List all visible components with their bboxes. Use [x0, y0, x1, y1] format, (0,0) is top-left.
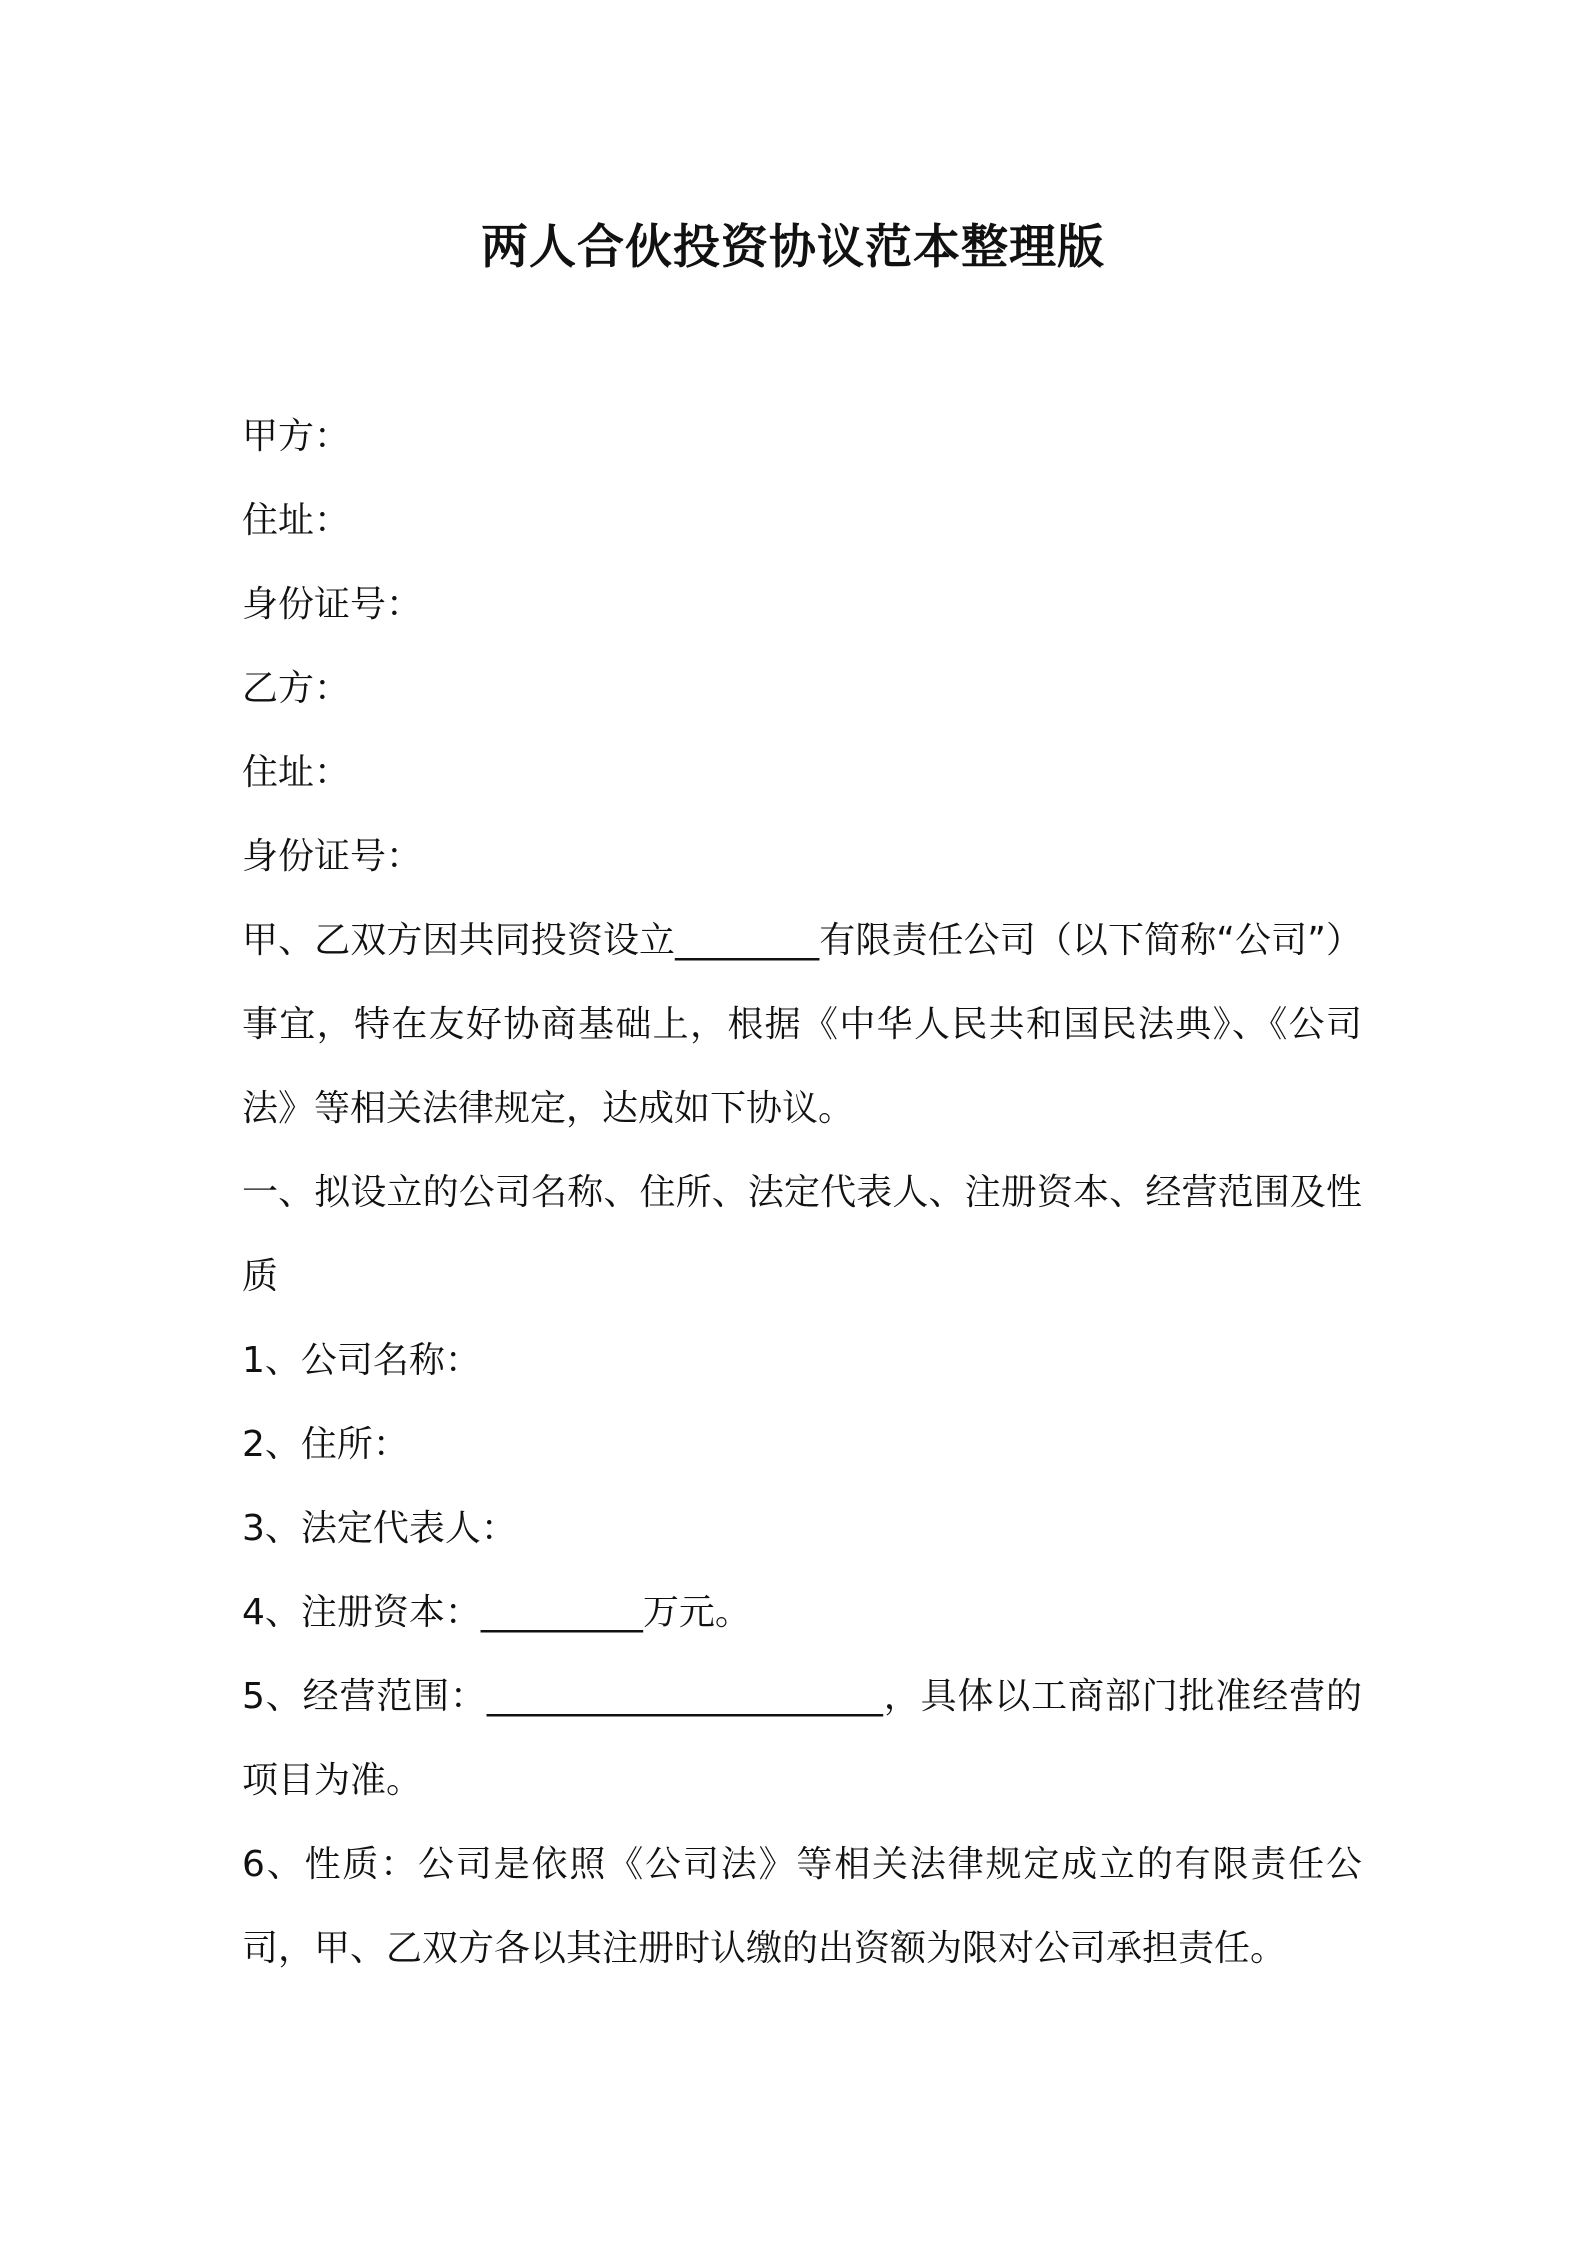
document-body	[242, 395, 1362, 1991]
party-b-address: 住址：	[242, 752, 351, 793]
section-1-heading: 一、拟设立的公司名称、住所、法定代表人、注册资本、经营范围及性质	[242, 1172, 1362, 1297]
preamble-paragraph: 甲、乙双方因共同投资设立________有限责任公司（以下简称“公司”）事宜，特在友好协商基础上，根据《中华人民共和国民法典》、《公司法》等相关法律规定，达成如下协议。	[242, 920, 1362, 1129]
party-a-id-number: 身份证号：	[242, 584, 423, 625]
clause-nature: 6、性质：公司是依照《公司法》等相关法律规定成立的有限责任公司，甲、乙双方各以其注册时认缴的出资额为限对公司承担责任。	[242, 1844, 1362, 1969]
party-b-label: 乙方：	[242, 668, 351, 709]
clause-business-scope: 5、经营范围：______________________，具体以工商部门批准经营的项目为准。	[242, 1676, 1362, 1801]
party-a-label: 甲方：	[242, 416, 351, 457]
clause-address: 2、住所：	[242, 1424, 409, 1465]
clause-registered-capital: 4、注册资本：_________万元。	[242, 1592, 751, 1633]
clause-legal-representative: 3、法定代表人：	[242, 1508, 517, 1549]
document-title: 两人合伙投资协议范本整理版	[481, 220, 1105, 275]
clause-company-name: 1、公司名称：	[242, 1340, 481, 1381]
party-b-id-number: 身份证号：	[242, 836, 423, 877]
party-a-address: 住址：	[242, 500, 351, 541]
